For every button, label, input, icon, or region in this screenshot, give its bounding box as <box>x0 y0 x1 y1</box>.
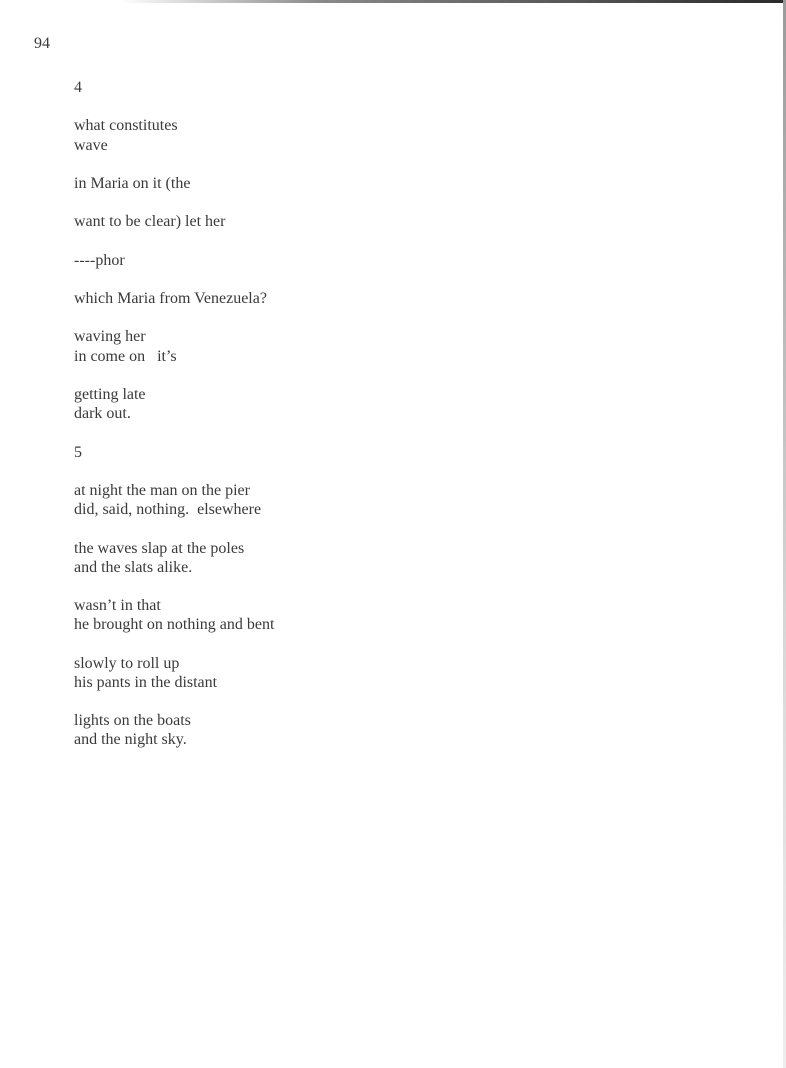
poem-section-5 <box>74 443 674 750</box>
poem-line: ----phor <box>74 251 125 269</box>
poem-line: which Maria from Venezuela? <box>74 290 267 308</box>
poem-line: and the night sky. <box>74 731 187 749</box>
section-number: 5 <box>74 443 82 461</box>
stanza <box>74 385 674 423</box>
page-top-edge <box>120 0 786 3</box>
poem-line: getting late <box>74 386 146 403</box>
stanza <box>74 596 674 634</box>
poem-line: want to be clear) let her <box>74 213 226 231</box>
stanza <box>74 481 674 519</box>
stanza <box>74 116 674 154</box>
stanza <box>74 539 674 577</box>
poem-line: his pants in the distant <box>74 673 218 691</box>
section-number: 4 <box>74 79 82 96</box>
poem-line: the waves slap at the poles <box>74 539 245 557</box>
poem-line: and the slats alike. <box>74 558 193 576</box>
stanza <box>74 327 674 365</box>
stanza <box>74 654 674 692</box>
poem-line: waving her <box>74 328 146 346</box>
poem-line: in come on it’s <box>74 347 177 365</box>
poem-body <box>74 78 674 750</box>
stanza <box>74 711 674 749</box>
poem-line: what constitutes <box>74 117 178 135</box>
poem-line: in Maria on it (the <box>74 174 191 192</box>
poem-line: did, said, nothing. elsewhere <box>74 501 262 519</box>
poem-section-4 <box>74 78 674 423</box>
stanza <box>74 212 674 231</box>
poem-line: wasn’t in that <box>74 597 161 615</box>
stanza <box>74 289 674 308</box>
page-number: 94 <box>34 35 50 52</box>
poem-line: dark out. <box>74 405 131 423</box>
poem-line: slowly to roll up <box>74 654 180 672</box>
poem-line: at night the man on the pier <box>74 481 250 499</box>
poem-line: he brought on nothing and bent <box>74 616 275 634</box>
poem-line: wave <box>74 136 108 154</box>
stanza <box>74 251 674 270</box>
stanza <box>74 174 674 193</box>
poem-line: lights on the boats <box>74 712 191 730</box>
